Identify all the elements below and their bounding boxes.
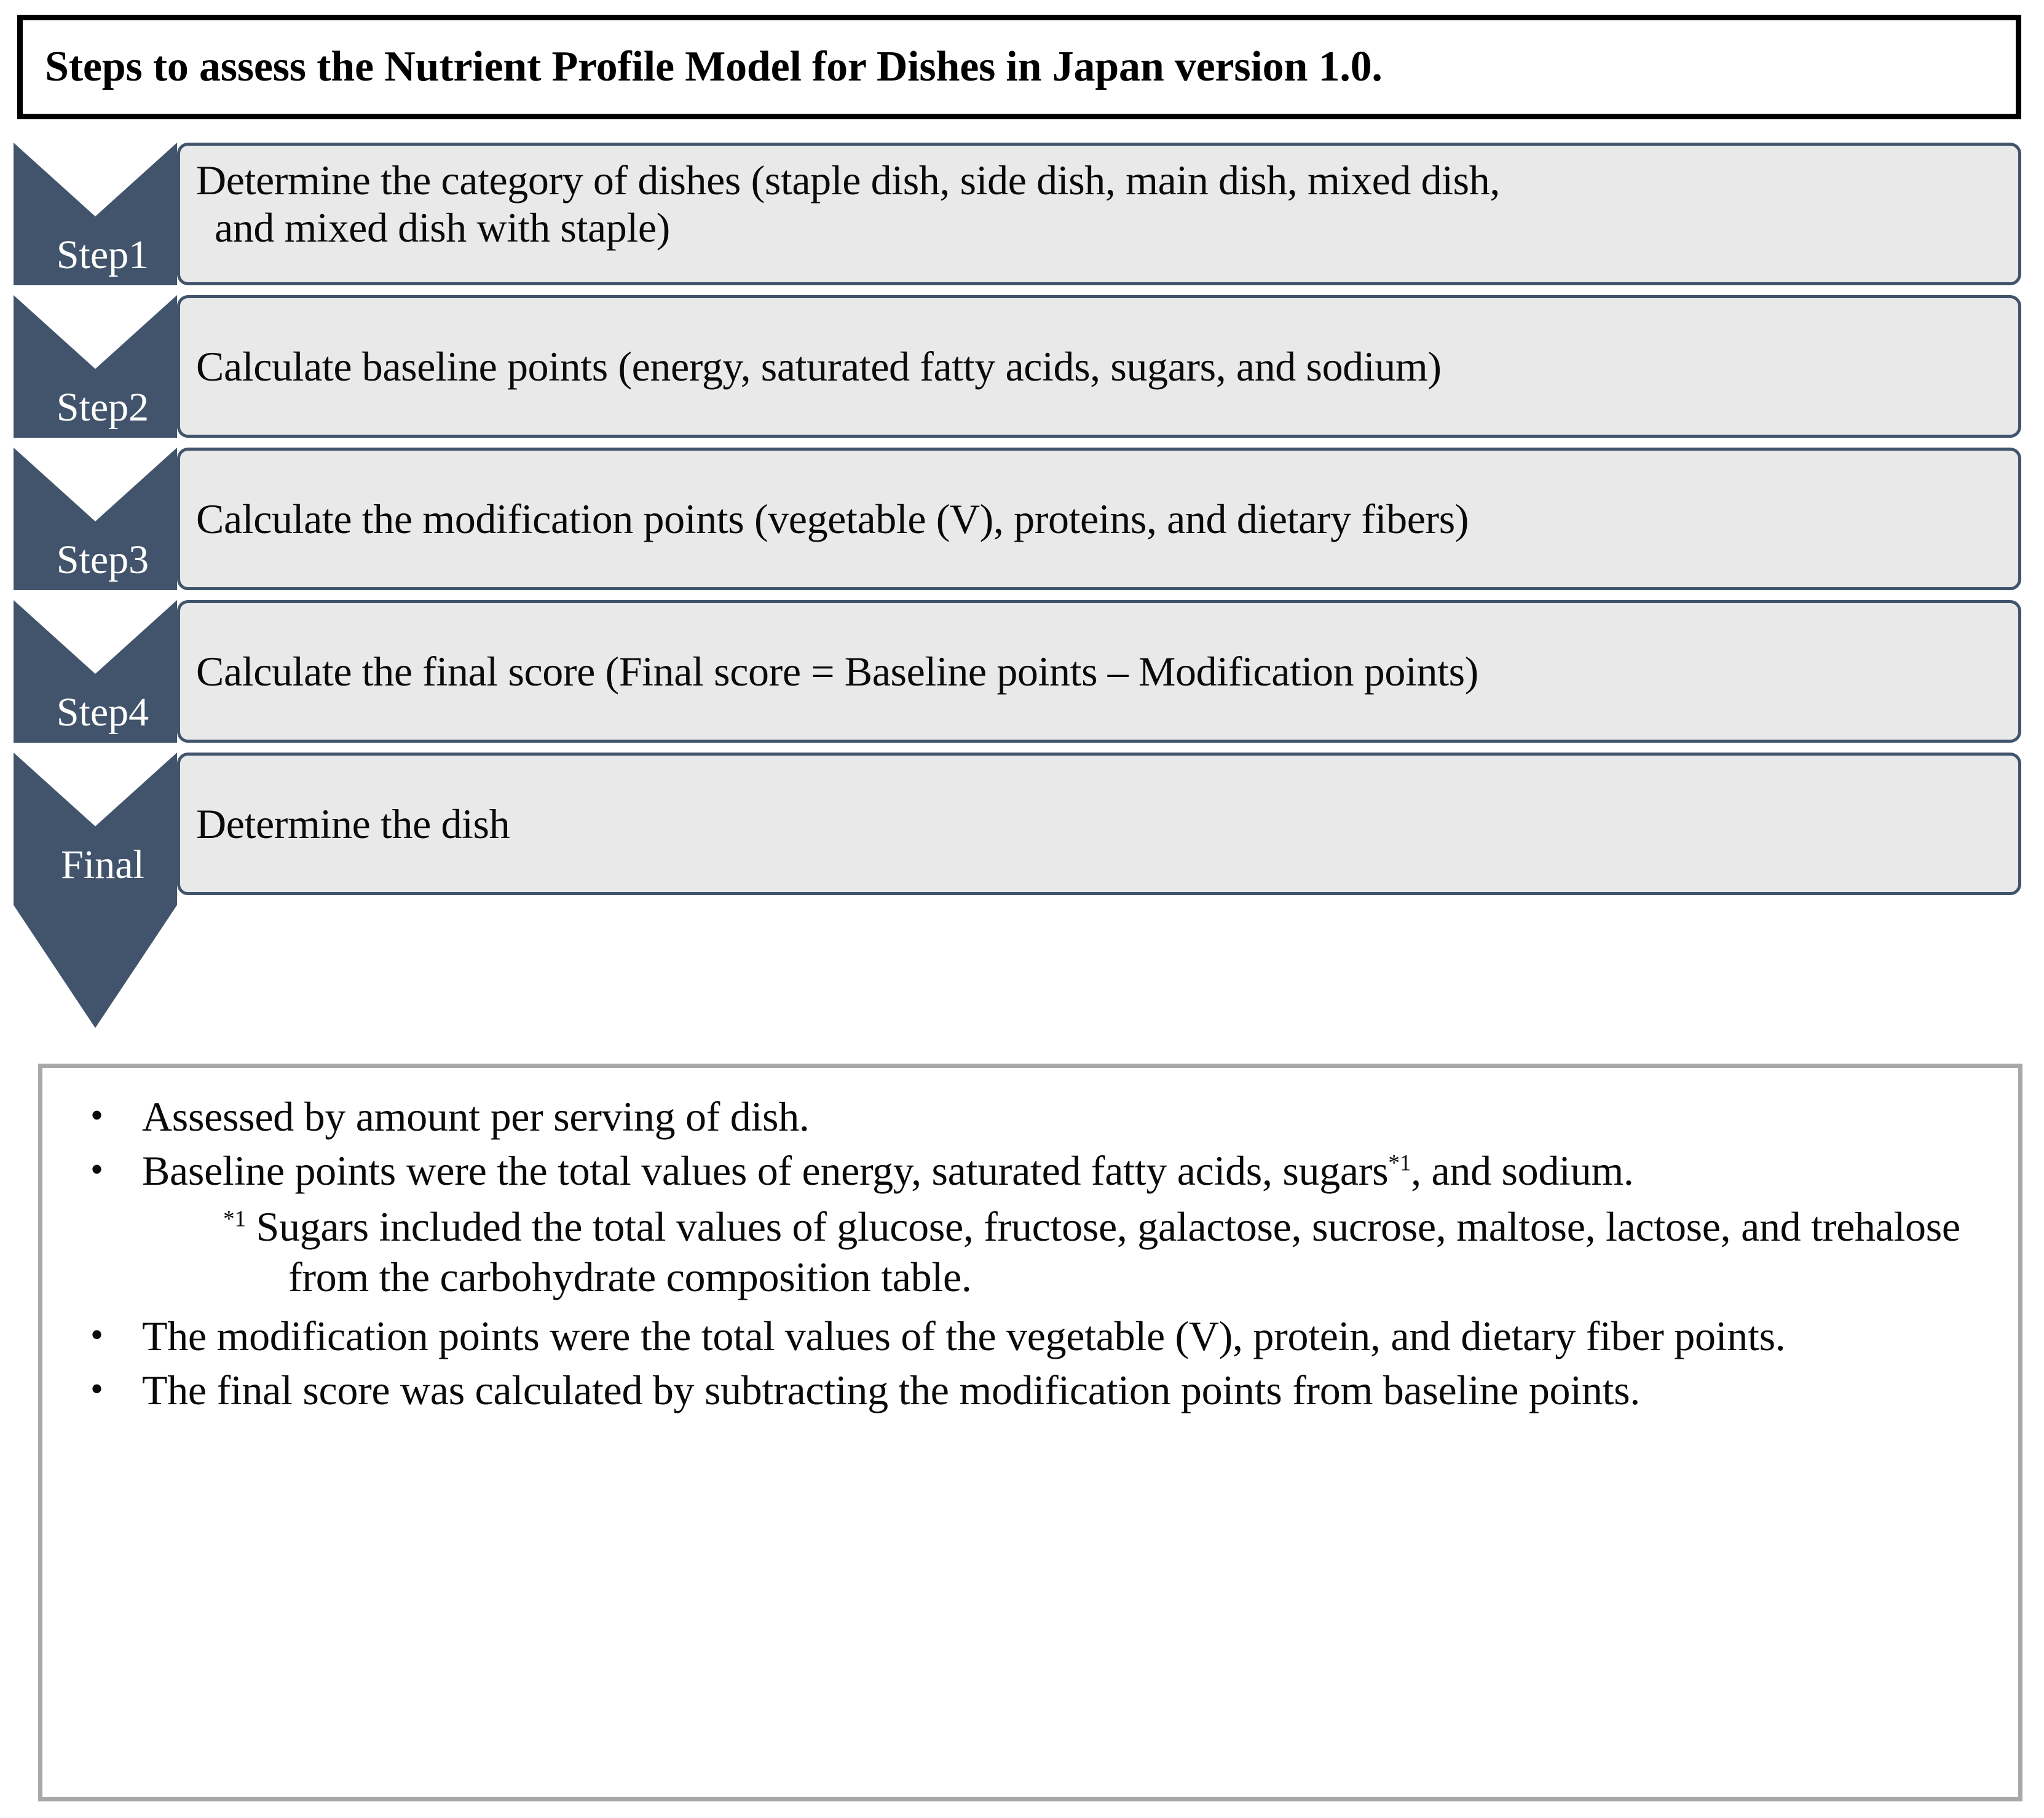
note-text-1: Assessed by amount per serving of dish. [142,1093,810,1140]
chevron-label-final: Final [61,842,144,887]
step-text-step2 [196,343,1442,390]
note-text-2-before: Baseline points were the total values of energy, saturated fatty acids, sugars [142,1147,1389,1195]
step1-line-1: Determine the category of dishes (staple dish, side dish, main dish, mixed dish, [196,157,1500,204]
note-footnote [142,1201,1994,1303]
chevron-label-step1: Step1 [56,232,149,277]
page-title: Steps to assess the Nutrient Profile Model for Dishes in Japan version 1.0. [45,43,1383,90]
step4-line-1: Calculate the final score (Final score = Baseline points – Modification points) [196,647,1478,695]
chevron-label-step2: Step2 [56,385,149,430]
bullet-icon: • [90,1314,103,1356]
chevron-label-step3: Step3 [56,537,149,582]
step3-line-1: Calculate the modification points (vegetable (V), proteins, and dietary fibers) [196,495,1469,542]
step1-line-2: and mixed dish with staple) [215,204,670,251]
process-flow-diagram [0,143,2044,1040]
title-box [17,15,2021,119]
final-line-1: Determine the dish [196,800,510,847]
note-2-superscript: *1 [1388,1150,1411,1176]
bullet-icon: • [90,1369,103,1410]
note-item-4 [67,1365,1994,1415]
step-text-step3 [196,496,1469,543]
footnote-marker: *1 [223,1206,246,1231]
step-box-step4 [177,600,2021,743]
bullet-icon: • [90,1149,103,1190]
step-box-step2 [177,295,2021,438]
step-box-step3 [177,448,2021,590]
notes-list [67,1091,1994,1416]
note-text-3: The modification points were the total values of the vegetable (V), protein, and dietary fiber points. [142,1313,1786,1360]
note-text-4: The final score was calculated by subtracting the modification points from baseline points. [142,1367,1641,1414]
step-box-final [177,753,2021,895]
step-text-final [196,800,510,848]
note-item-2 [67,1145,1994,1302]
step-box-step1 [177,143,2021,285]
footnote-text: Sugars included the total values of glucose, fructose, galactose, sucrose, maltose, lactose, and trehalose from the carbohydrate composition table. [245,1203,1960,1300]
bullet-icon: • [90,1095,103,1136]
note-item-3 [67,1311,1994,1361]
note-text-2-after: , and sodium. [1411,1147,1634,1195]
notes-box [38,1064,2022,1801]
step-text-step1 [196,157,1500,251]
step-text-step4 [196,648,1478,695]
note-item-1 [67,1091,1994,1142]
chevron-label-step4: Step4 [56,690,149,735]
step2-line-1: Calculate baseline points (energy, saturated fatty acids, sugars, and sodium) [196,342,1442,390]
